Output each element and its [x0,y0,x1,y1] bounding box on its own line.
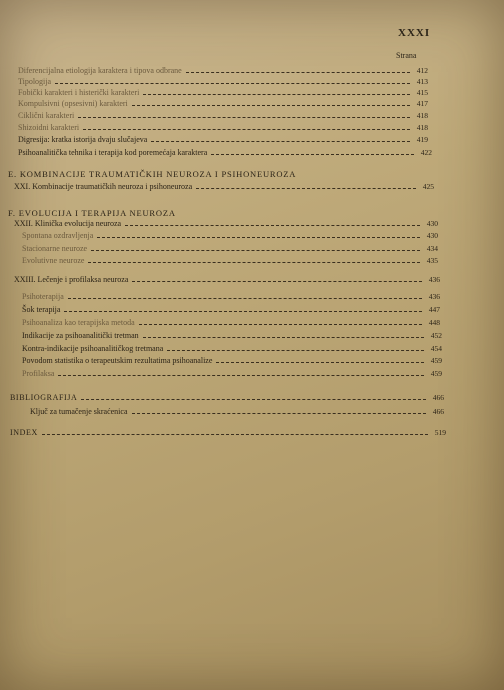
toc-entry-page: 417 [416,99,428,108]
toc-entry-page: 459 [430,369,442,378]
toc-entry[interactable] [18,88,428,98]
toc-entry-label: BIBLIOGRAFIJA [10,393,78,402]
toc-entry-label: Diferencijalna etiologija karaktera i tipova odbrane [18,66,182,75]
leader-dots [216,361,424,363]
toc-entry-label: Spontana ozdravljenja [22,231,94,240]
toc-entry-label: XXII. Klinička evolucija neuroza [14,219,122,228]
leader-dots [132,104,410,106]
leader-dots [186,71,410,73]
toc-entry-label: Psihoterapija [22,292,64,301]
leader-dots [58,374,424,376]
toc-entry-page: 430 [426,219,438,228]
leader-dots [132,412,427,414]
toc-entry-label: Šok terapija [22,305,61,314]
leader-dots [143,93,410,95]
toc-entry-page: 418 [416,123,428,132]
toc-entry-label: XXIII. Lečenje i profilaksa neuroza [14,275,129,284]
leader-dots [91,249,420,251]
toc-entry-label: Evolutivne neuroze [22,256,85,265]
toc-entry[interactable] [22,256,438,266]
toc-entry-page: 447 [428,305,440,314]
toc-entry-label: Kompulsivni (opsesivni) karakteri [18,99,128,108]
page-header-number: XXXI [398,27,431,39]
toc-entry[interactable] [18,66,428,76]
toc-entry-label: Kontra-indikacije psihoanalitičkog tretmana [22,344,164,353]
toc-entry[interactable] [18,148,432,158]
toc-entry[interactable] [18,99,428,109]
toc-entry-page: 466 [432,393,444,402]
toc-entry[interactable] [18,135,428,145]
leader-dots [83,128,410,130]
toc-entry[interactable] [22,231,438,241]
toc-entry-page: 448 [428,318,440,327]
toc-entry-label: Digresija: kratka istorija dvaju slučajeva [18,135,148,144]
toc-entry-page: 419 [416,135,428,144]
toc-entry[interactable] [22,369,442,379]
toc-entry-page: 418 [416,111,428,120]
toc-entry-page: 415 [416,88,428,97]
leader-dots [55,82,410,84]
toc-entry-page: 425 [422,182,434,191]
leader-dots [132,280,422,282]
toc-entry-page: 459 [430,356,442,365]
toc-entry-label: XXI. Kombinacije traumatičkih neuroza i psihoneuroza [14,182,193,191]
toc-entry[interactable] [22,292,440,302]
toc-entry-bibliography[interactable] [10,393,444,403]
toc-entry-page: 452 [430,331,442,340]
toc-entry[interactable] [22,305,440,315]
toc-entry-label: Psihoanalitička tehnika i terapija kod poremećaja karaktera [18,148,208,157]
toc-entry-label: Fobički karakteri i histerički karakteri [18,88,140,97]
toc-entry-label: Povodom statistika o terapeutskim rezultatima psihoanalize [22,356,213,365]
toc-entry-page: 413 [416,77,428,86]
leader-dots [42,433,428,435]
toc-entry-label: Stacionarne neuroze [22,244,88,253]
toc-entry-label: Profilaksa [22,369,55,378]
leader-dots [211,153,414,155]
leader-dots [64,310,422,312]
toc-entry-page: 434 [426,244,438,253]
toc-entry-page: 430 [426,231,438,240]
toc-entry-page: 519 [434,428,446,437]
toc-entry-page: 435 [426,256,438,265]
toc-entry-label: Psihoanaliza kao terapijska metoda [22,318,135,327]
leader-dots [139,323,422,325]
toc-entry[interactable] [22,318,440,328]
toc-entry[interactable] [14,182,434,192]
leader-dots [81,398,426,400]
leader-dots [88,261,420,263]
toc-entry[interactable] [18,77,428,87]
toc-entry[interactable] [18,123,428,133]
leader-dots [196,187,416,189]
leader-dots [68,297,422,299]
toc-entry-label: INDEX [10,428,38,437]
toc-entry[interactable] [30,407,444,417]
toc-entry[interactable] [18,111,428,121]
leader-dots [125,224,420,226]
toc-entry-label: Tipologija [18,77,52,86]
toc-entry-page: 436 [428,292,440,301]
leader-dots [143,336,424,338]
toc-entry-page: 466 [432,407,444,416]
toc-entry[interactable] [22,344,442,354]
leader-dots [167,349,424,351]
toc-entry-page: 454 [430,344,442,353]
toc-entry-page: 436 [428,275,440,284]
toc-entry-label: Indikacije za psihoanalitički tretman [22,331,139,340]
section-title-e: E. KOMBINACIJE TRAUMATIČKIH NEUROZA I PSIHONEUROZA [8,169,297,179]
toc-entry[interactable] [14,275,440,285]
toc-entry-page: 422 [420,148,432,157]
toc-entry-label: Shizoidni karakteri [18,123,80,132]
toc-entry[interactable] [22,356,442,366]
toc-entry-index[interactable] [10,428,446,438]
toc-entry[interactable] [22,331,442,341]
leader-dots [97,236,420,238]
toc-entry[interactable] [22,244,438,254]
section-title-f: F. EVOLUCIJA I TERAPIJA NEUROZA [8,208,176,218]
leader-dots [151,140,410,142]
toc-entry[interactable] [14,219,438,229]
toc-entry-label: Ciklični karakteri [18,111,75,120]
toc-entry-label: Ključ za tumačenje skraćenica [30,407,128,416]
leader-dots [78,116,410,118]
page-column-header: Strana [396,51,417,60]
toc-entry-page: 412 [416,66,428,75]
